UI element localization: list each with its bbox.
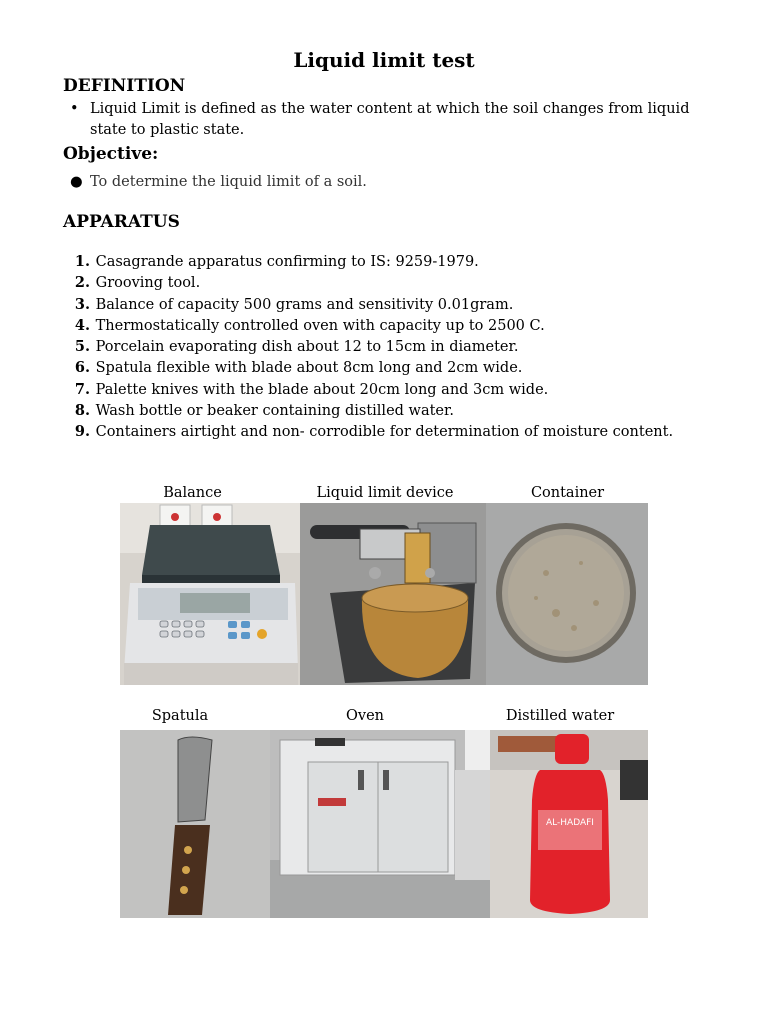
container-photo <box>486 503 648 685</box>
definition-bullet: • <box>70 101 79 117</box>
container-caption: Container <box>530 485 605 501</box>
apparatus-heading: APPARATUS <box>63 212 180 232</box>
apparatus-list <box>63 251 673 443</box>
spatula-caption: Spatula <box>151 708 209 724</box>
definition-line-1: Liquid Limit is defined as the water content at which the soil changes from liquid <box>90 101 690 117</box>
liquid-limit-device-photo <box>300 503 486 685</box>
list-item: 6. Spatula flexible with blade about 8cm long and 2cm wide. <box>74 359 523 377</box>
list-item: 2. Grooving tool. <box>74 274 201 292</box>
definition-text <box>90 99 710 141</box>
list-item: 7. Palette knives with the blade about 20cm long and 3cm wide. <box>74 380 549 398</box>
list-item: 8. Wash bottle or beaker containing distilled water. <box>74 402 454 420</box>
objective-text: To determine the liquid limit of a soil. <box>90 174 367 190</box>
oven-photo <box>270 730 490 918</box>
list-item: 4. Thermostatically controlled oven with capacity up to 2500 C. <box>74 316 545 334</box>
spatula-photo <box>120 730 270 918</box>
definition-heading: DEFINITION <box>63 76 186 96</box>
list-item: 1. Casagrande apparatus confirming to IS: 9259-1979. <box>74 253 479 270</box>
distilled-water-caption: Distilled water <box>505 708 615 724</box>
liquid-limit-device-caption: Liquid limit device <box>316 485 454 501</box>
list-item: 5. Porcelain evaporating dish about 12 to 15cm in diameter. <box>74 338 519 356</box>
list-item: 3. Balance of capacity 500 grams and sensitivity 0.01gram. <box>74 295 514 313</box>
objective-heading: Objective: <box>63 144 159 164</box>
distilled-water-photo <box>490 730 648 918</box>
list-item: 9. Containers airtight and non- corrodible for determination of moisture content. <box>74 423 674 441</box>
balance-caption: Balance <box>163 485 222 501</box>
definition-line-2: state to plastic state. <box>90 122 245 138</box>
svg-text:AL-HADAFI: AL-HADAFI <box>546 818 594 828</box>
objective-bullet: ● <box>70 174 83 190</box>
oven-caption: Oven <box>346 708 384 724</box>
balance-photo <box>120 503 300 685</box>
page-title: Liquid limit test <box>293 48 475 72</box>
